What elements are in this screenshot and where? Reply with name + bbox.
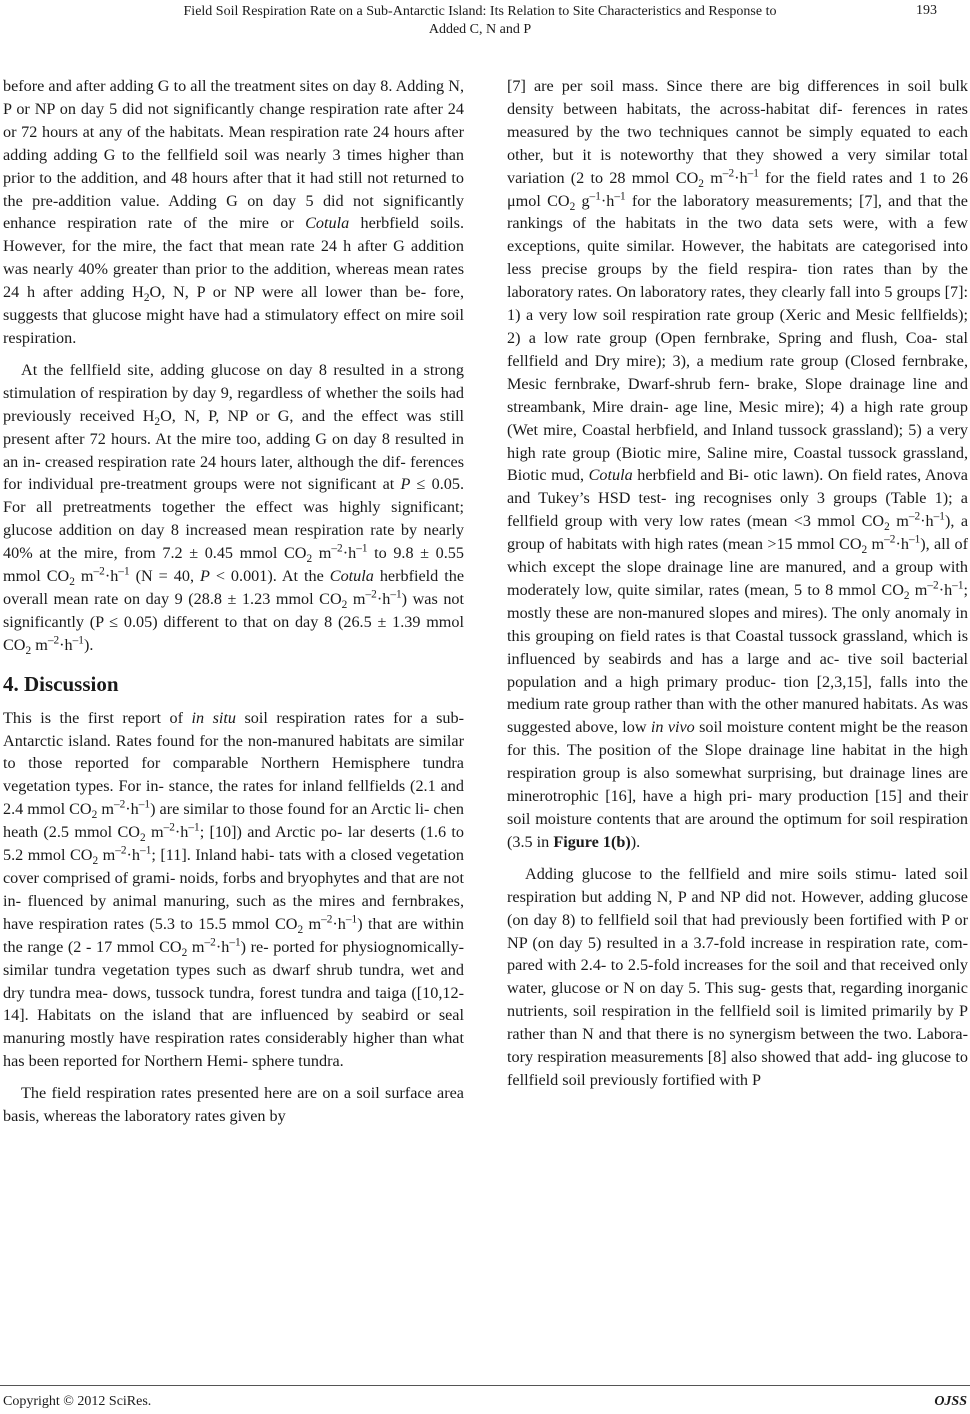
text-run: m xyxy=(889,512,909,531)
species-name: Cotula xyxy=(329,567,374,586)
text-run: [7] are per soil mass. Since there are big differences in soil bulk density between habitats, the across-habitat dif- ferences in rates measured by the two techniques cannot be simply equated to each other, but it is noteworthy that they showed a very similar total variation (2 to 28 mmol CO xyxy=(507,77,968,187)
text-run: ·h xyxy=(104,567,119,586)
text-run: herbfield and Bi- otic lawn). On field rates, Anova and Tukey’s HSD test- ing recognises only 3 groups (Table 1); a fellfield group with very low rates (mean <3 mmol CO xyxy=(507,466,968,531)
text-run: m xyxy=(74,567,94,586)
paragraph: The field respiration rates presented here are on a soil surface area basis, whereas the laboratory rates given by xyxy=(3,1084,464,1126)
subscript: 2 xyxy=(861,544,868,557)
superscript: –1 xyxy=(614,190,626,203)
subscript: 2 xyxy=(91,809,98,822)
text-run: to 9.8 ± 0.55 mmol CO xyxy=(3,544,464,586)
running-title-line-1: Field Soil Respiration Rate on a Sub-Antarctic Island: Its Relation to Site Characteristics and Response to xyxy=(183,4,777,19)
journal-abbrev: OJSS xyxy=(934,1394,967,1409)
superscript: –2 xyxy=(321,913,333,926)
page-header xyxy=(0,0,970,44)
text-run: ) are similar to those found for an Arctic li- chen heath (2.5 mmol CO xyxy=(3,800,464,842)
paragraph xyxy=(507,75,968,854)
p-symbol: P xyxy=(199,567,210,586)
superscript: –2 xyxy=(722,167,735,180)
running-title-line-2: Added C, N and P xyxy=(428,22,532,37)
superscript: –1 xyxy=(933,510,945,523)
text-run: m xyxy=(867,535,885,554)
subscript: 2 xyxy=(139,832,146,845)
text-run: m xyxy=(145,823,164,842)
subscript: 2 xyxy=(569,200,576,213)
superscript: –2 xyxy=(908,510,921,523)
text-run: m xyxy=(98,846,116,865)
text-run: herbfield soils. However, for the mire, the fact that mean rate 24 h after G addition was nearly 40% greater than prior to the addition, whereas mean rates 24 h after adding H xyxy=(3,214,464,302)
superscript: –1 xyxy=(589,190,601,203)
superscript: –1 xyxy=(118,565,130,578)
text-run: ·h xyxy=(215,937,230,956)
text-run: ·h xyxy=(376,589,391,608)
superscript: –2 xyxy=(365,588,377,601)
text-run: soil moisture content might be the reason for this. The position of the Slope drainage line habitat in the high respiration group is also somewhat surprising, but drainage lines are minerotrophic [16], have a high pri- mary production [15] and their soil moisture contents that are around the optimum for soil respiration (3.5 in xyxy=(507,718,968,851)
superscript: –2 xyxy=(331,542,343,555)
superscript: –2 xyxy=(93,565,105,578)
text-run: g xyxy=(575,191,590,210)
text-run: ; [10]) and Arctic po- lar deserts (1.6 to 5.2 mmol CO xyxy=(3,823,464,865)
text-run: m xyxy=(312,544,332,563)
page-number: 193 xyxy=(916,3,937,18)
text-run: m xyxy=(347,589,366,608)
superscript: –1 xyxy=(72,634,84,647)
running-title xyxy=(60,3,900,39)
superscript: –1 xyxy=(188,821,200,834)
text-run: This is the first report of xyxy=(3,708,192,727)
text-run: ; mostly these are non-manured slopes and mires). The only anomaly in this grouping on field rates is that Coastal tussock grassland, which is influenced by seabirds and has a large and ac- tive soil bacterial population and a high primary produc- tion [2,3,15], falls into the medium rate group rather than with the other manured habitats. As was suggested above, low xyxy=(507,580,968,737)
subscript: 2 xyxy=(297,924,304,937)
text-run: ·h xyxy=(125,800,139,819)
paragraph xyxy=(3,707,464,1074)
p-symbol: P xyxy=(400,475,411,494)
text-run: At the fellfield site, adding glucose on day 8 resulted in a strong stimulation of respiration by day 9, regardless of whether the soils had previously received H xyxy=(3,360,464,425)
text-run: ). xyxy=(83,635,94,654)
superscript: –2 xyxy=(115,844,127,857)
text-run: ≤ 0.05. For all pretreatments together the effect was highly significant; glucose addition on day 8 increased mean respiration rate by nearly 40% at the mire, from 7.2 ± 0.45 mmol CO xyxy=(3,475,464,563)
paragraph: Adding glucose to the fellfield and mire soils stimu- lated soil respiration but adding N, P and NP did not. However, adding glucose (on day 8) to fellfield soil that had previously been fortified with P or NP (on day 5) resulted in a 3.7-fold increase in respiration rate, com- pared with 2.4- to 2.5-fold increases for the soil and that received only water, glucose or N on day 5. This sug- gests that, regarding inorganic nutrients, soil respiration in the fellfield soil is limited primarily by P rather than N and that there is no synergism between the two. Labora- tory respiration measurements [8] also showed that add- ing glucose to fellfield soil previously fortified with P xyxy=(507,864,968,1089)
superscript: –2 xyxy=(47,634,60,647)
text-run: ), a group of habitats with high rates (mean >15 mmol CO xyxy=(507,512,968,554)
text-run: m xyxy=(303,914,322,933)
italic-term: in vivo xyxy=(650,718,695,737)
text-run: ; [11]. Inland habi- tats with a closed vegetation cover comprised of grami- noids, forbs and bryophytes and that are not in- fluenced by animal manuring, such as the mires and fernbrakes, have respiration rates (5.3 to 15.5 mmol CO xyxy=(3,846,464,933)
superscript: –1 xyxy=(345,913,358,926)
species-name: Cotula xyxy=(588,466,633,485)
subscript: 2 xyxy=(25,644,32,657)
text-run: ·h xyxy=(174,823,189,842)
subscript: 2 xyxy=(341,599,348,612)
text-run: m xyxy=(31,635,48,654)
superscript: –1 xyxy=(908,533,921,546)
superscript: –1 xyxy=(140,844,152,857)
superscript: –1 xyxy=(138,798,151,811)
superscript: –1 xyxy=(390,588,402,601)
text-run: < 0.001). At the xyxy=(209,567,330,586)
superscript: –2 xyxy=(113,798,126,811)
text-run: ·h xyxy=(938,580,953,599)
text-run: O, N, P or NP were all lower than be- fore, suggests that glucose might have had a stimulatory effect on mire soil respiration. xyxy=(3,283,464,347)
superscript: –2 xyxy=(884,533,896,546)
superscript: –2 xyxy=(163,821,175,834)
text-run: before and after adding G to all the treatment sites on day 8. Adding N, P or NP on day 5 did not significantly change respiration rate after 24 or 72 hours at any of the habitats. Mean respiration rate 24 hours after adding adding G to the fellfield soil was nearly 3 times higher than prior to the addition, and 48 hours after that it had still not returned to the pre-addition value. Adding G on day 5 did not significantly enhance respiration rate of the mire or xyxy=(3,77,464,233)
subscript: 2 xyxy=(903,590,910,603)
text-run: ) re- ported for physiognomically-similar tundra vegetation types such as dwarf shrub tundra, wet and dry tundra mea- dows, tussock tundra, forest tundra and taiga ([10,12-14]. Habitats on the island that are influenced by seabird or seal manuring mostly have respiration rates considerably higher than what has been reported for Northern Hemi- sphere tundra. xyxy=(3,937,465,1071)
text-run: ) that are within the range (2 - 17 mmol CO xyxy=(3,914,465,956)
paragraph xyxy=(3,359,464,657)
superscript: –1 xyxy=(747,167,759,180)
text-run: ·h xyxy=(59,635,73,654)
text-run: m xyxy=(187,937,205,956)
subscript: 2 xyxy=(306,553,313,566)
text-run: ·h xyxy=(126,846,141,865)
text-run: m xyxy=(703,168,723,187)
text-run: ), all of which except the slope drainage line are manured, and a group with moderately low, quite similar, rates (mean, 5 to 8 mmol CO xyxy=(507,535,968,599)
text-run: m xyxy=(97,800,114,819)
text-run: ·h xyxy=(600,191,615,210)
copyright: Copyright © 2012 SciRes. xyxy=(3,1394,152,1409)
subscript: 2 xyxy=(92,855,99,868)
text-run: m xyxy=(909,580,928,599)
figure-reference[interactable]: Figure 1(b) xyxy=(553,832,631,851)
text-run: ). xyxy=(630,832,641,851)
text-run: ·h xyxy=(734,168,748,187)
text-run: ) was not significantly (P ≤ 0.05) different to that on day 8 (26.5 ± 1.39 mmol CO xyxy=(3,589,465,654)
left-column xyxy=(3,75,464,1137)
subscript: 2 xyxy=(181,946,188,959)
paragraph xyxy=(3,75,464,350)
superscript: –2 xyxy=(204,936,216,949)
text-run: ·h xyxy=(332,914,346,933)
text-run: ·h xyxy=(895,535,909,554)
subscript: 2 xyxy=(143,292,150,305)
text-run: for the field rates and 1 to 26 μmol CO xyxy=(507,168,969,210)
text-run: herbfield the overall mean rate on day 9 (28.8 ± 1.23 mmol CO xyxy=(3,567,465,608)
subscript: 2 xyxy=(154,415,161,428)
italic-term: in situ xyxy=(191,708,236,727)
subscript: 2 xyxy=(69,576,75,589)
superscript: –1 xyxy=(229,936,241,949)
text-run: ·h xyxy=(342,544,357,563)
species-name: Cotula xyxy=(305,214,350,233)
subscript: 2 xyxy=(698,177,704,190)
superscript: –2 xyxy=(927,579,939,592)
superscript: –1 xyxy=(952,579,964,592)
superscript: –1 xyxy=(356,542,368,555)
section-heading: 4. Discussion xyxy=(3,671,119,696)
text-run: O, N, P, NP or G, and the effect was still present after 72 hours. At the mire too, adding G on day 8 resulted in an in- creased respiration rate 24 hours later, although the dif- ferences for individual pre-treatment groups were not significant at xyxy=(3,406,464,494)
text-run: for the laboratory measurements; [7], and that the rankings of the habitats in the two data sets were, with a few exceptions, quite similar. However, the habitats are categorised into less precise groups by the field respira- tion rates than by the laboratory rates. On laboratory rates, they clearly fall into 5 groups [7]: 1) a very low soil respiration rate group (Xeric and Mesic fellfields); 2) a low rate group (Open fernbrake, Spring and flush, Coa- stal fellfield and Dry mire); 3), a medium rate group (Closed fernbrake, Mesic fernbrake, Dwarf-shrub fern- brake, Slope drainage line and streambank, Mire drain- age line, Mesic mire); 4) a high rate group (Wet mire, Coastal herbfield, and Inland tussock grassland); 5) a very high rate group (Biotic mire, Saline mire, Coastal tussock grassland, Biotic mud, xyxy=(507,191,968,485)
text-run: soil respiration rates for a sub-Antarctic island. Rates found for the non-manured habitats are similar to those reported for comparable Northern Hemisphere tundra vegetation types. For in- stance, the rates for inland fellfields (2.1 and 2.4 mmol CO xyxy=(3,708,465,819)
footer-rule xyxy=(0,1385,970,1386)
subscript: 2 xyxy=(884,521,890,534)
text-run: ·h xyxy=(920,512,934,531)
right-column xyxy=(507,75,968,1101)
text-run: (N = 40, xyxy=(129,567,200,586)
